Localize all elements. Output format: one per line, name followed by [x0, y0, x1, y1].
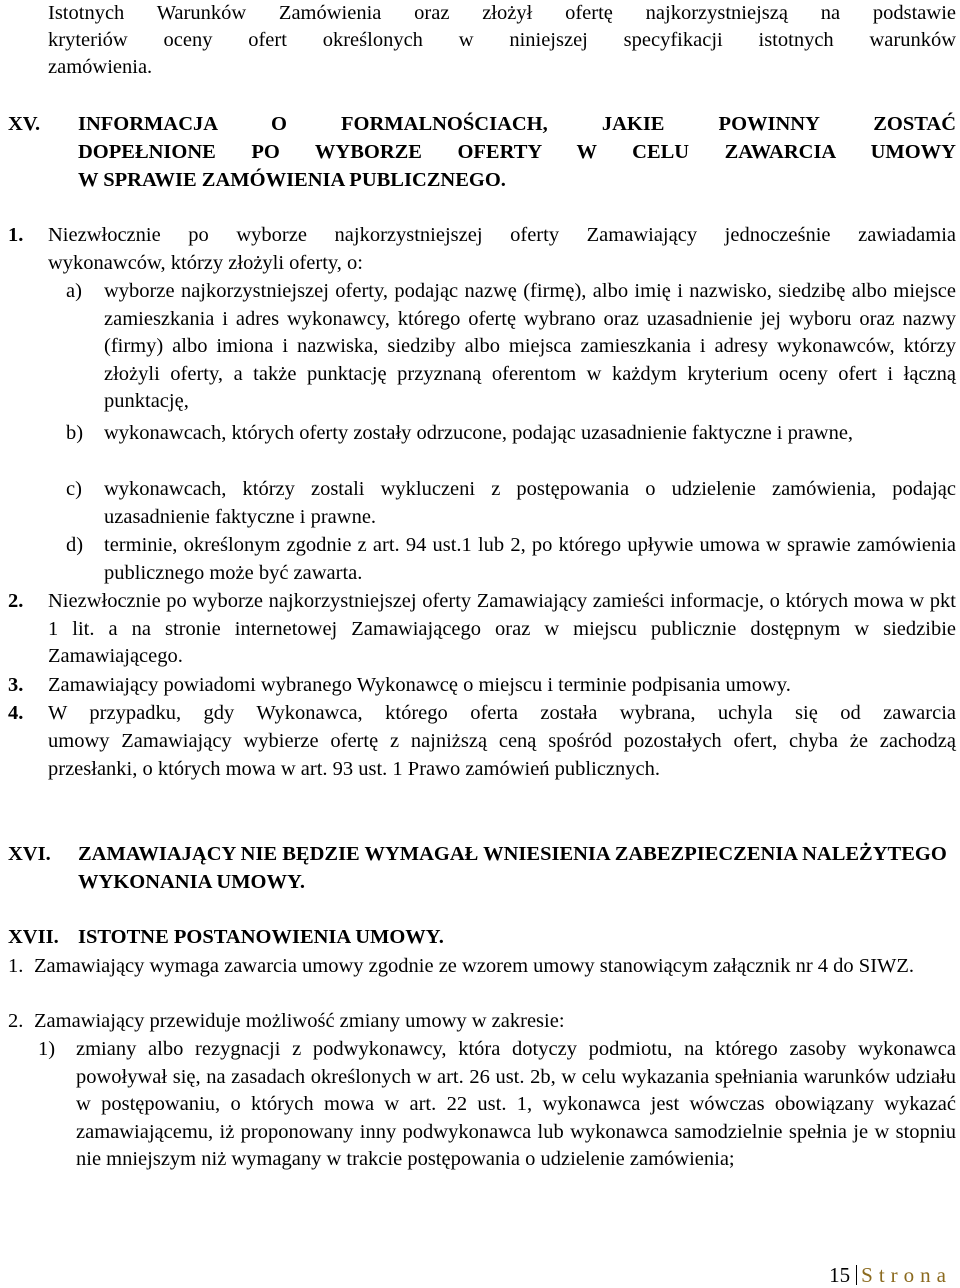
- section-xv-item-4-rest: umowy Zamawiający wybierze ofertę z najniższą ceną spośród pozostałych ofert, chyba że zachodzą przesłanki, o których mowa w art. 93 ust. 1 Prawo zamówień publicznych.: [48, 730, 956, 780]
- section-xv-item-3-number: 3.: [8, 674, 24, 696]
- page-number: 15: [829, 1263, 851, 1287]
- sub-item-a-text: wyborze najkorzystniejszej oferty, podając nazwę (firmę), albo imię i nazwisko, siedzibę albo miejsce zamieszkania i adres wykonawcy, którego ofertę wybrano oraz uzasadnienie jej wyboru oraz nazwy (firmy) albo imiona i nazwiska, siedziby albo miejsca zamieszkania i adresy wykonawców, którzy złożyli oferty, a także punktację przyznaną oferentom w każdym kryterium oceny ofert i łączną punktację,: [104, 280, 956, 412]
- intro-line-1: Istotnych Warunków Zamówienia oraz złożył ofertę najkorzystniejszą na podstawie: [48, 2, 956, 24]
- sub-item-d-text: terminie, określonym zgodnie z art. 94 ust.1 lub 2, po którego upływie umowa w sprawie zamówienia publicznego może być zawarta.: [104, 534, 956, 584]
- section-xv-item-1-line-2: wykonawców, którzy złożyli oferty, o:: [48, 252, 363, 274]
- section-xvii-sub-1-label: 1): [38, 1038, 56, 1060]
- sub-item-b-text: wykonawcach, których oferty zostały odrzucone, podając uzasadnienie faktyczne i prawne,: [104, 422, 854, 444]
- section-xv-item-4-line-1: W przypadku, gdy Wykonawca, którego oferta została wybrana, uchyla się od zawarcia: [48, 702, 956, 724]
- section-xvii-item-1-number: 1.: [8, 955, 24, 977]
- footer-separator: [856, 1265, 857, 1285]
- section-xvii-item-2-number: 2.: [8, 1010, 24, 1032]
- sub-item-c-text: wykonawcach, którzy zostali wykluczeni z postępowania o udzielenie zamówienia, podając uzasadnienie faktyczne i prawne.: [104, 478, 956, 528]
- section-xvi-title: ZAMAWIAJĄCY NIE BĘDZIE WYMAGAŁ WNIESIENIA ZABEZPIECZENIA NALEŻYTEGO WYKONANIA UMOWY.: [78, 843, 947, 893]
- section-xv-item-3-text: Zamawiający powiadomi wybranego Wykonawcę o miejscu i terminie podpisania umowy.: [48, 674, 791, 696]
- sub-item-b-label: b): [66, 422, 84, 444]
- section-xv-title-line-1: INFORMACJA O FORMALNOŚCIACH, JAKIE POWINNY ZOSTAĆ: [78, 113, 956, 135]
- section-xv-item-2-number: 2.: [8, 590, 24, 612]
- section-xv-title-line-2: DOPEŁNIONE PO WYBORZE OFERTY W CELU ZAWARCIA UMOWY: [78, 141, 956, 163]
- page-word: Strona: [861, 1263, 952, 1287]
- section-xvii-item-1-text: Zamawiający wymaga zawarcia umowy zgodnie ze wzorem umowy stanowiącym załącznik nr 4 do SIWZ.: [34, 955, 915, 977]
- section-xvii-number: XVII.: [8, 926, 59, 948]
- intro-line-2: kryteriów oceny ofert określonych w niniejszej specyfikacji istotnych warunków: [48, 29, 956, 51]
- section-xv-item-1-number: 1.: [8, 224, 24, 246]
- section-xv-item-2-text: Niezwłocznie po wyborze najkorzystniejszej oferty Zamawiający zamieści informacje, o których mowa w pkt 1 lit. a na stronie internetowej Zamawiającego oraz w miejscu publicznie dostępnym w siedzibie Zamawiającego.: [48, 590, 956, 667]
- sub-item-d-label: d): [66, 534, 84, 556]
- section-xv-number: XV.: [8, 113, 41, 135]
- sub-item-a-label: a): [66, 280, 82, 302]
- section-xvii-sub-1-text: zmiany albo rezygnacji z podwykonawcy, która dotyczy podmiotu, na którego zasoby wykonawca powoływał się, na zasadach określonych w art. 26 ust. 2b, w celu wykazania spełniania warunków udziału w postępowaniu, o których mowa w art. 22 ust. 1, wykonawca jest wówczas obowiązany wykazać zamawiającemu, iż proponowany inny podwykonawca lub wykonawca samodzielnie spełnia je w stopniu nie mniejszym niż wymagany w trakcie postępowania o udzielenie zamówienia;: [76, 1038, 956, 1170]
- sub-item-c-label: c): [66, 478, 82, 500]
- section-xv-item-4-number: 4.: [8, 702, 24, 724]
- section-xv-title-line-3: W SPRAWIE ZAMÓWIENIA PUBLICZNEGO.: [78, 169, 506, 191]
- section-xvii-title: ISTOTNE POSTANOWIENIA UMOWY.: [78, 926, 444, 948]
- page-footer: [829, 1262, 952, 1288]
- section-xvii-item-2-text: Zamawiający przewiduje możliwość zmiany umowy w zakresie:: [34, 1010, 565, 1032]
- intro-line-3: zamówienia.: [48, 56, 153, 78]
- section-xv-item-1-line-1: Niezwłocznie po wyborze najkorzystniejszej oferty Zamawiający jednocześnie zawiadamia: [48, 224, 956, 246]
- section-xvi-number: XVI.: [8, 843, 51, 865]
